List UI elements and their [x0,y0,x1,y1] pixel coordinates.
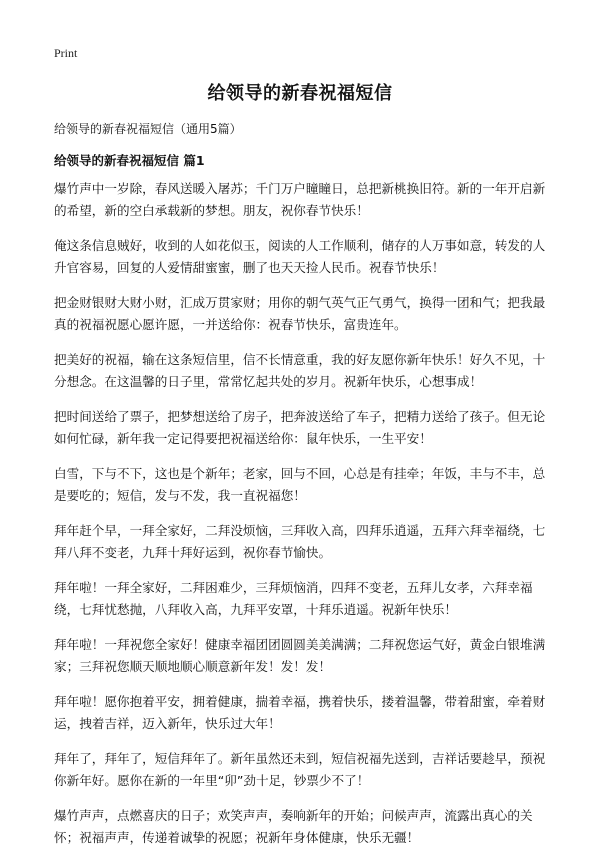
document-subtitle: 给领导的新春祝福短信（通用5篇） [54,122,242,136]
page-title: 给领导的新春祝福短信 [207,83,393,104]
paragraph-10: 拜年啦！愿你抱着平安，拥着健康，揣着幸福，携着快乐，搂着温馨，带着甜蜜，牵着财运，拽着吉祥，迈入新年，快乐过大年！ [54,694,546,731]
paragraph-8: 拜年啦！一拜全家好，二拜困难少，三拜烦恼消，四拜不变老，五拜儿女孝，六拜幸福绕，七拜忧愁抛，八拜收入高，九拜平安罩，十拜乐逍遥。祝新年快乐！ [54,580,533,617]
article-body [54,178,550,862]
section-heading: 给领导的新春祝福短信 篇1 [54,153,205,168]
paragraph-5: 把时间送给了票子，把梦想送给了房子，把奔波送给了车子，把精力送给了孩子。但无论如何忙碌，新年我一定记得要把祝福送给你：鼠年快乐，一生平安！ [54,409,546,446]
paragraph-12: 爆竹声声，点燃喜庆的日子；欢笑声声，奏响新年的开始；问候声声，流露出真心的关怀；祝福声声，传递着诚挚的祝愿；祝新年身体健康，快乐无疆！ [54,808,533,845]
paragraph-6: 白雪，下与不下，这也是个新年；老家，回与不回，心总是有挂牵；年饭，丰与不丰，总是要吃的；短信，发与不发，我一直祝福您！ [54,466,546,503]
print-link[interactable]: Print [54,46,78,60]
paragraph-4: 把美好的祝福，输在这条短信里，信不长情意重，我的好友愿你新年快乐！好久不见，十分想念。在这温馨的日子里，常常忆起共处的岁月。祝新年快乐，心想事成！ [54,352,546,389]
paragraph-1: 爆竹声中一岁除，春风送暖入屠苏；千门万户瞳瞳日，总把新桃换旧符。新的一年开启新的希望，新的空白承载新的梦想。朋友，祝你春节快乐！ [54,181,546,218]
paragraph-9: 拜年啦！一拜祝您全家好！健康幸福团团圆圆美美满满；二拜祝您运气好，黄金白银堆满家；三拜祝您顺天顺地顺心顺意新年发！发！发！ [54,637,546,674]
paragraph-11: 拜年了，拜年了，短信拜年了。新年虽然还未到，短信祝福先送到，吉祥话要趁早，预祝你新年好。愿你在新的一年里“卯”劲十足，钞票少不了！ [54,751,546,788]
paragraph-7: 拜年赶个早，一拜全家好，二拜没烦恼，三拜收入高，四拜乐逍遥，五拜六拜幸福绕，七拜八拜不变老，九拜十拜好运到，祝你春节愉快。 [54,523,546,560]
paragraph-3: 把金财银财大财小财，汇成万贯家财；用你的朝气英气正气勇气，换得一团和气；把我最真的祝福祝愿心愿许愿，一并送给你：祝春节快乐，富贵连年。 [54,295,546,332]
paragraph-2: 俺这条信息贼好，收到的人如花似玉，阅读的人工作顺利，储存的人万事如意，转发的人升官容易，回复的人爱情甜蜜蜜，删了也天天捡人民币。祝春节快乐！ [54,238,546,275]
